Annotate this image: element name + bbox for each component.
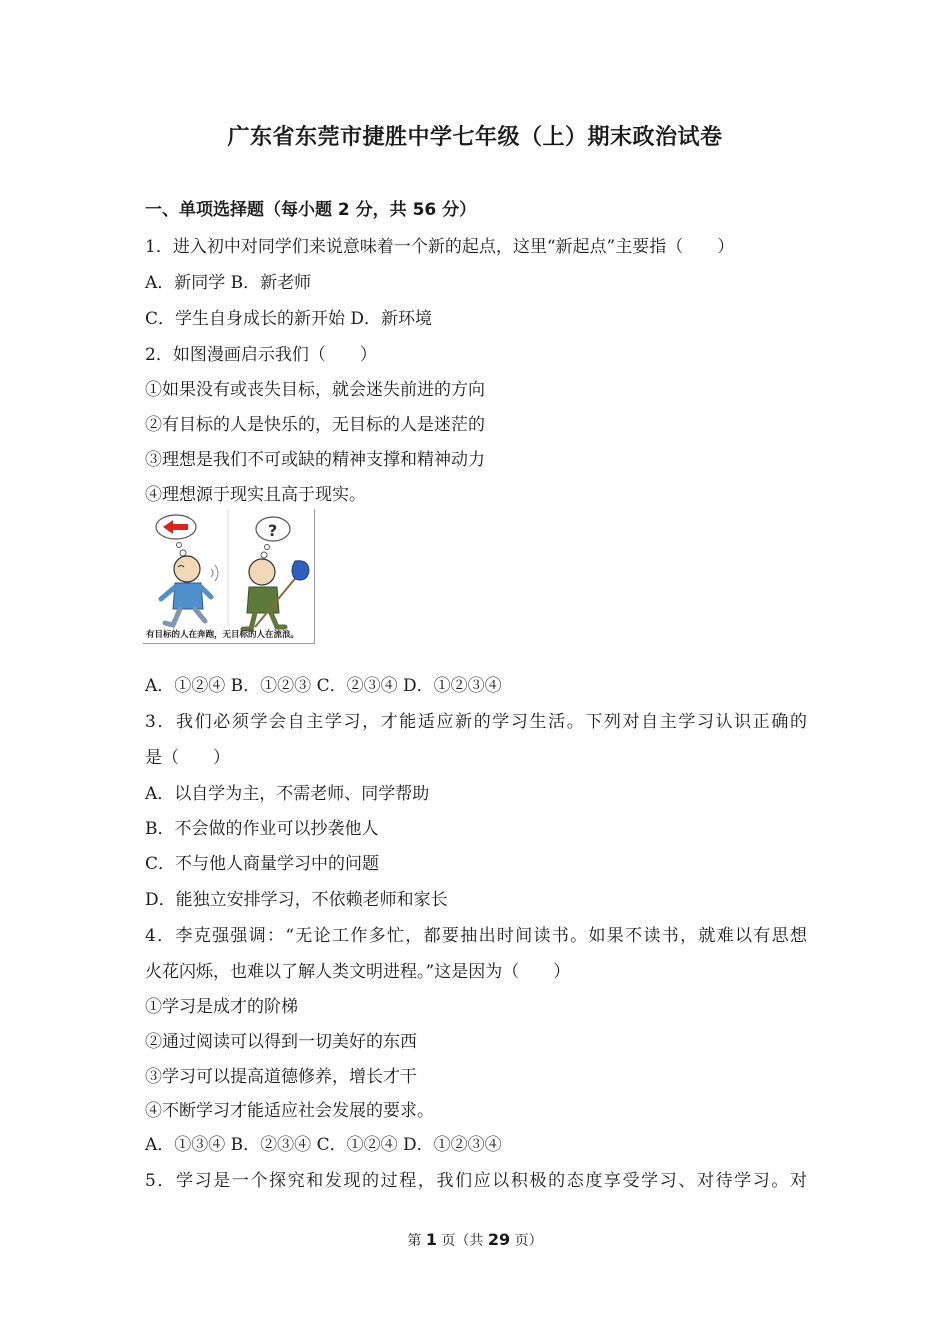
question-4-statement-4: ④不断学习才能适应社会发展的要求。 bbox=[145, 1101, 434, 1121]
question-4-statement-3: ③学习可以提高道德修养，增长才干 bbox=[145, 1067, 417, 1087]
question-3-option-a: A．以自学为主，不需老师、同学帮助 bbox=[145, 784, 430, 804]
footer-prefix: 第 bbox=[407, 1233, 426, 1249]
cartoon-caption: 有目标的人在奔跑，无目标的人在流浪。 bbox=[146, 630, 300, 640]
question-2-statement-3: ③理想是我们不可或缺的精神支撑和精神动力 bbox=[145, 450, 485, 470]
question-4-options: A．①③④ B．②③④ C．①②④ D．①②③④ bbox=[145, 1135, 502, 1155]
question-3-stem-line-2: 是（ ） bbox=[145, 748, 230, 768]
question-4-statement-1: ①学习是成才的阶梯 bbox=[145, 997, 298, 1017]
cartoon-illustration bbox=[143, 509, 315, 644]
footer-middle: 页（共 bbox=[436, 1233, 488, 1249]
svg-text:?: ? bbox=[268, 521, 278, 540]
question-5-stem-line-1: 5．学习是一个探究和发现的过程，我们应以积极的态度享受学习、对待学习。对 bbox=[145, 1171, 807, 1191]
question-2-options: A．①②④ B．①②③ C．②③④ D．①②③④ bbox=[145, 676, 502, 696]
question-3-option-d: D．能独立安排学习，不依赖老师和家长 bbox=[145, 890, 448, 910]
question-2-statement-4: ④理想源于现实且高于现实。 bbox=[145, 485, 366, 505]
question-2-statement-1: ①如果没有或丧失目标，就会迷失前进的方向 bbox=[145, 380, 485, 400]
page-title: 广东省东莞市捷胜中学七年级（上）期末政治试卷 bbox=[227, 125, 723, 150]
question-1-options-cd: C．学生自身成长的新开始 D．新环境 bbox=[145, 309, 433, 329]
question-3-option-b: B．不会做的作业可以抄袭他人 bbox=[145, 819, 379, 839]
question-1-options-ab: A．新同学 B．新老师 bbox=[145, 273, 312, 293]
question-4-statement-2: ②通过阅读可以得到一切美好的东西 bbox=[145, 1032, 417, 1052]
page-footer bbox=[0, 1230, 950, 1250]
footer-suffix: 页） bbox=[510, 1233, 543, 1249]
question-2-stem: 2．如图漫画启示我们（ ） bbox=[145, 345, 377, 365]
question-2-statement-2: ②有目标的人是快乐的，无目标的人是迷茫的 bbox=[145, 415, 485, 435]
question-3-stem-line-1: 3．我们必须学会自主学习，才能适应新的学习生活。下列对自主学习认识正确的 bbox=[145, 712, 807, 732]
footer-total-pages: 29 bbox=[487, 1230, 511, 1249]
question-4-stem-line-2: 火花闪烁，也难以了解人类文明进程。”这是因为（ ） bbox=[145, 962, 571, 982]
question-3-option-c: C．不与他人商量学习中的问题 bbox=[145, 854, 380, 874]
section-heading: 一、单项选择题（每小题 2 分，共 56 分） bbox=[145, 200, 477, 220]
question-4-stem-line-1: 4．李克强强调：“无论工作多忙，都要抽出时间读书。如果不读书，就难以有思想 bbox=[145, 926, 807, 946]
footer-page-number: 1 bbox=[425, 1230, 437, 1249]
question-1-stem: 1．进入初中对同学们来说意味着一个新的起点，这里“新起点”主要指（ ） bbox=[145, 237, 735, 257]
